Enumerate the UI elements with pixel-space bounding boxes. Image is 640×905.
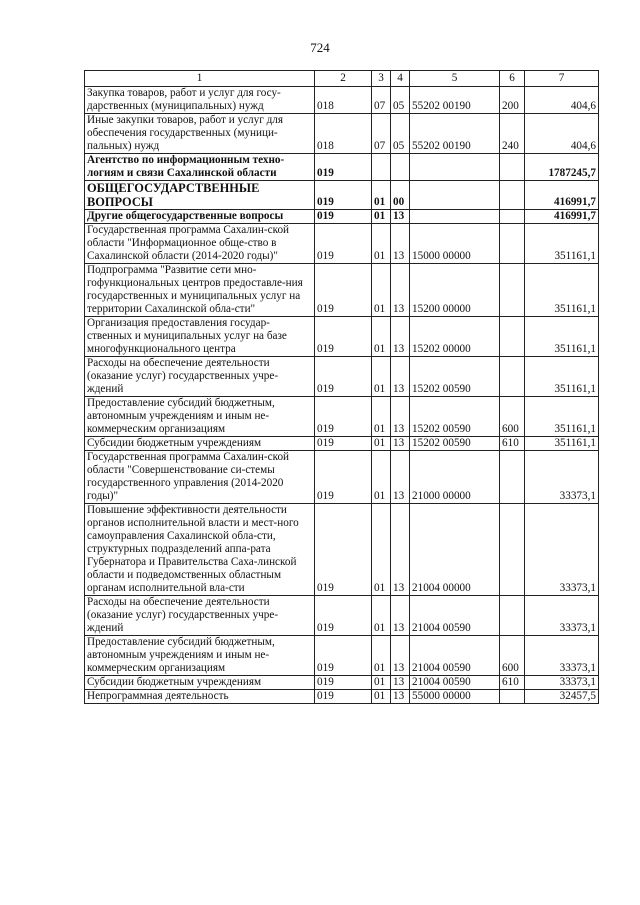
- cell-name: Государственная программа Сахалин-ской области "Информационное обще-ство в Сахалинской области (2014-2020 годы)": [85, 224, 315, 264]
- table-row: [85, 317, 599, 357]
- cell-section-code: 01: [372, 224, 391, 264]
- cell-target-article: 21004 00590: [410, 596, 500, 636]
- cell-target-article: 21000 00000: [410, 451, 500, 504]
- cell-target-article: 55202 00190: [410, 114, 500, 154]
- table-row: [85, 636, 599, 676]
- cell-amount: 32457,5: [525, 690, 599, 704]
- cell-target-article: 15202 00000: [410, 317, 500, 357]
- table-row: [85, 357, 599, 397]
- cell-name: Предоставление субсидий бюджетным, автономным учреждениям и иным не-коммерческим организациям: [85, 636, 315, 676]
- col-header-1: 1: [85, 71, 315, 87]
- cell-expense-type: 600: [500, 397, 525, 437]
- cell-expense-type: 240: [500, 114, 525, 154]
- cell-ministry-code: 019: [315, 317, 372, 357]
- cell-ministry-code: 019: [315, 210, 372, 224]
- cell-name: Предоставление субсидий бюджетным, автономным учреждениям и иным не-коммерческим организациям: [85, 397, 315, 437]
- cell-amount: 351161,1: [525, 224, 599, 264]
- cell-section-code: 01: [372, 317, 391, 357]
- cell-expense-type: [500, 224, 525, 264]
- cell-amount: 1787245,7: [525, 154, 599, 181]
- header-row: [85, 71, 599, 87]
- cell-subsection-code: 13: [391, 264, 410, 317]
- cell-amount: 351161,1: [525, 317, 599, 357]
- col-header-7: 7: [525, 71, 599, 87]
- table-row: [85, 87, 599, 114]
- cell-target-article: 21004 00590: [410, 636, 500, 676]
- cell-section-code: 07: [372, 114, 391, 154]
- cell-name: Субсидии бюджетным учреждениям: [85, 676, 315, 690]
- cell-amount: 416991,7: [525, 181, 599, 210]
- cell-name: Государственная программа Сахалин-ской области "Совершенствование си-стемы государственного управления (2014-2020 годы)": [85, 451, 315, 504]
- cell-name: ОБЩЕГОСУДАРСТВЕННЫЕ ВОПРОСЫ: [85, 181, 315, 210]
- table-row: [85, 181, 599, 210]
- cell-name: Иные закупки товаров, работ и услуг для обеспечения государственных (муници-пальных) нужд: [85, 114, 315, 154]
- cell-subsection-code: 13: [391, 210, 410, 224]
- cell-name: Расходы на обеспечение деятельности (оказание услуг) государственных учре-ждений: [85, 596, 315, 636]
- cell-amount: 33373,1: [525, 451, 599, 504]
- cell-subsection-code: 13: [391, 636, 410, 676]
- col-header-3: 3: [372, 71, 391, 87]
- cell-amount: 351161,1: [525, 437, 599, 451]
- cell-subsection-code: 13: [391, 504, 410, 596]
- col-header-4: 4: [391, 71, 410, 87]
- table-row: [85, 437, 599, 451]
- cell-ministry-code: 019: [315, 357, 372, 397]
- cell-target-article: 55000 00000: [410, 690, 500, 704]
- cell-target-article: 15202 00590: [410, 397, 500, 437]
- cell-name: Непрограммная деятельность: [85, 690, 315, 704]
- cell-subsection-code: [391, 154, 410, 181]
- cell-name: Другие общегосударственные вопросы: [85, 210, 315, 224]
- table-row: [85, 676, 599, 690]
- cell-expense-type: [500, 690, 525, 704]
- cell-ministry-code: 019: [315, 690, 372, 704]
- table-row: [85, 451, 599, 504]
- col-header-2: 2: [315, 71, 372, 87]
- cell-section-code: 01: [372, 210, 391, 224]
- cell-expense-type: [500, 317, 525, 357]
- cell-amount: 404,6: [525, 114, 599, 154]
- cell-expense-type: [500, 596, 525, 636]
- cell-section-code: 01: [372, 504, 391, 596]
- cell-section-code: 01: [372, 451, 391, 504]
- cell-amount: 33373,1: [525, 676, 599, 690]
- cell-subsection-code: 13: [391, 224, 410, 264]
- col-header-6: 6: [500, 71, 525, 87]
- table-row: [85, 264, 599, 317]
- cell-ministry-code: 019: [315, 224, 372, 264]
- table-row: [85, 210, 599, 224]
- col-header-5: 5: [410, 71, 500, 87]
- cell-target-article: [410, 181, 500, 210]
- cell-target-article: 15200 00000: [410, 264, 500, 317]
- cell-subsection-code: 13: [391, 596, 410, 636]
- cell-expense-type: [500, 504, 525, 596]
- cell-expense-type: [500, 181, 525, 210]
- cell-subsection-code: 13: [391, 676, 410, 690]
- cell-target-article: 15202 00590: [410, 357, 500, 397]
- table-row: [85, 690, 599, 704]
- cell-ministry-code: 019: [315, 181, 372, 210]
- cell-ministry-code: 019: [315, 437, 372, 451]
- table-row: [85, 397, 599, 437]
- cell-expense-type: [500, 210, 525, 224]
- cell-target-article: 15000 00000: [410, 224, 500, 264]
- cell-ministry-code: 018: [315, 87, 372, 114]
- cell-section-code: 01: [372, 397, 391, 437]
- cell-subsection-code: 13: [391, 317, 410, 357]
- cell-target-article: 55202 00190: [410, 87, 500, 114]
- cell-section-code: [372, 154, 391, 181]
- cell-section-code: 01: [372, 596, 391, 636]
- table-row: [85, 504, 599, 596]
- cell-ministry-code: 018: [315, 114, 372, 154]
- cell-ministry-code: 019: [315, 636, 372, 676]
- cell-section-code: 01: [372, 264, 391, 317]
- cell-name: Подпрограмма "Развитие сети мно-гофункциональных центров предоставле-ния государственных и муниципальных услуг на территории Сахалинской обла-сти": [85, 264, 315, 317]
- cell-name: Закупка товаров, работ и услуг для госу-дарственных (муниципальных) нужд: [85, 87, 315, 114]
- cell-name: Повышение эффективности деятельности органов исполнительной власти и мест-ного самоуправления Сахалинской обла-сти, структурных подразделений аппа-рата Губернатора и Правительства Саха-линской области и подведомственных областным органам исполнительной вла-сти: [85, 504, 315, 596]
- cell-amount: 416991,7: [525, 210, 599, 224]
- cell-section-code: 01: [372, 636, 391, 676]
- cell-subsection-code: 13: [391, 451, 410, 504]
- cell-target-article: 21004 00000: [410, 504, 500, 596]
- cell-subsection-code: 00: [391, 181, 410, 210]
- cell-subsection-code: 13: [391, 357, 410, 397]
- table-row: [85, 154, 599, 181]
- cell-subsection-code: 05: [391, 114, 410, 154]
- cell-expense-type: [500, 264, 525, 317]
- cell-expense-type: [500, 154, 525, 181]
- cell-subsection-code: 13: [391, 437, 410, 451]
- cell-section-code: 01: [372, 357, 391, 397]
- table-row: [85, 224, 599, 264]
- cell-target-article: 21004 00590: [410, 676, 500, 690]
- budget-table: [84, 70, 599, 704]
- cell-amount: 404,6: [525, 87, 599, 114]
- cell-target-article: [410, 210, 500, 224]
- cell-name: Агентство по информационным техно-логиям и связи Сахалинской области: [85, 154, 315, 181]
- cell-name: Расходы на обеспечение деятельности (оказание услуг) государственных учре-ждений: [85, 357, 315, 397]
- page-number: 724: [310, 40, 330, 55]
- cell-subsection-code: 13: [391, 397, 410, 437]
- cell-amount: 351161,1: [525, 264, 599, 317]
- cell-target-article: [410, 154, 500, 181]
- cell-ministry-code: 019: [315, 676, 372, 690]
- cell-section-code: 01: [372, 676, 391, 690]
- cell-section-code: 01: [372, 690, 391, 704]
- cell-expense-type: 600: [500, 636, 525, 676]
- cell-expense-type: 610: [500, 676, 525, 690]
- cell-amount: 351161,1: [525, 397, 599, 437]
- cell-target-article: 15202 00590: [410, 437, 500, 451]
- cell-amount: 33373,1: [525, 636, 599, 676]
- cell-section-code: 07: [372, 87, 391, 114]
- table-row: [85, 596, 599, 636]
- cell-expense-type: [500, 451, 525, 504]
- cell-name: Организация предоставления государ-ственных и муниципальных услуг на базе многофункционального центра: [85, 317, 315, 357]
- cell-expense-type: 610: [500, 437, 525, 451]
- cell-section-code: 01: [372, 181, 391, 210]
- cell-ministry-code: 019: [315, 596, 372, 636]
- cell-ministry-code: 019: [315, 264, 372, 317]
- cell-amount: 351161,1: [525, 357, 599, 397]
- cell-subsection-code: 05: [391, 87, 410, 114]
- cell-expense-type: [500, 357, 525, 397]
- cell-ministry-code: 019: [315, 397, 372, 437]
- cell-ministry-code: 019: [315, 451, 372, 504]
- cell-amount: 33373,1: [525, 504, 599, 596]
- cell-amount: 33373,1: [525, 596, 599, 636]
- table-row: [85, 114, 599, 154]
- cell-ministry-code: 019: [315, 504, 372, 596]
- cell-name: Субсидии бюджетным учреждениям: [85, 437, 315, 451]
- cell-section-code: 01: [372, 437, 391, 451]
- cell-ministry-code: 019: [315, 154, 372, 181]
- cell-subsection-code: 13: [391, 690, 410, 704]
- cell-expense-type: 200: [500, 87, 525, 114]
